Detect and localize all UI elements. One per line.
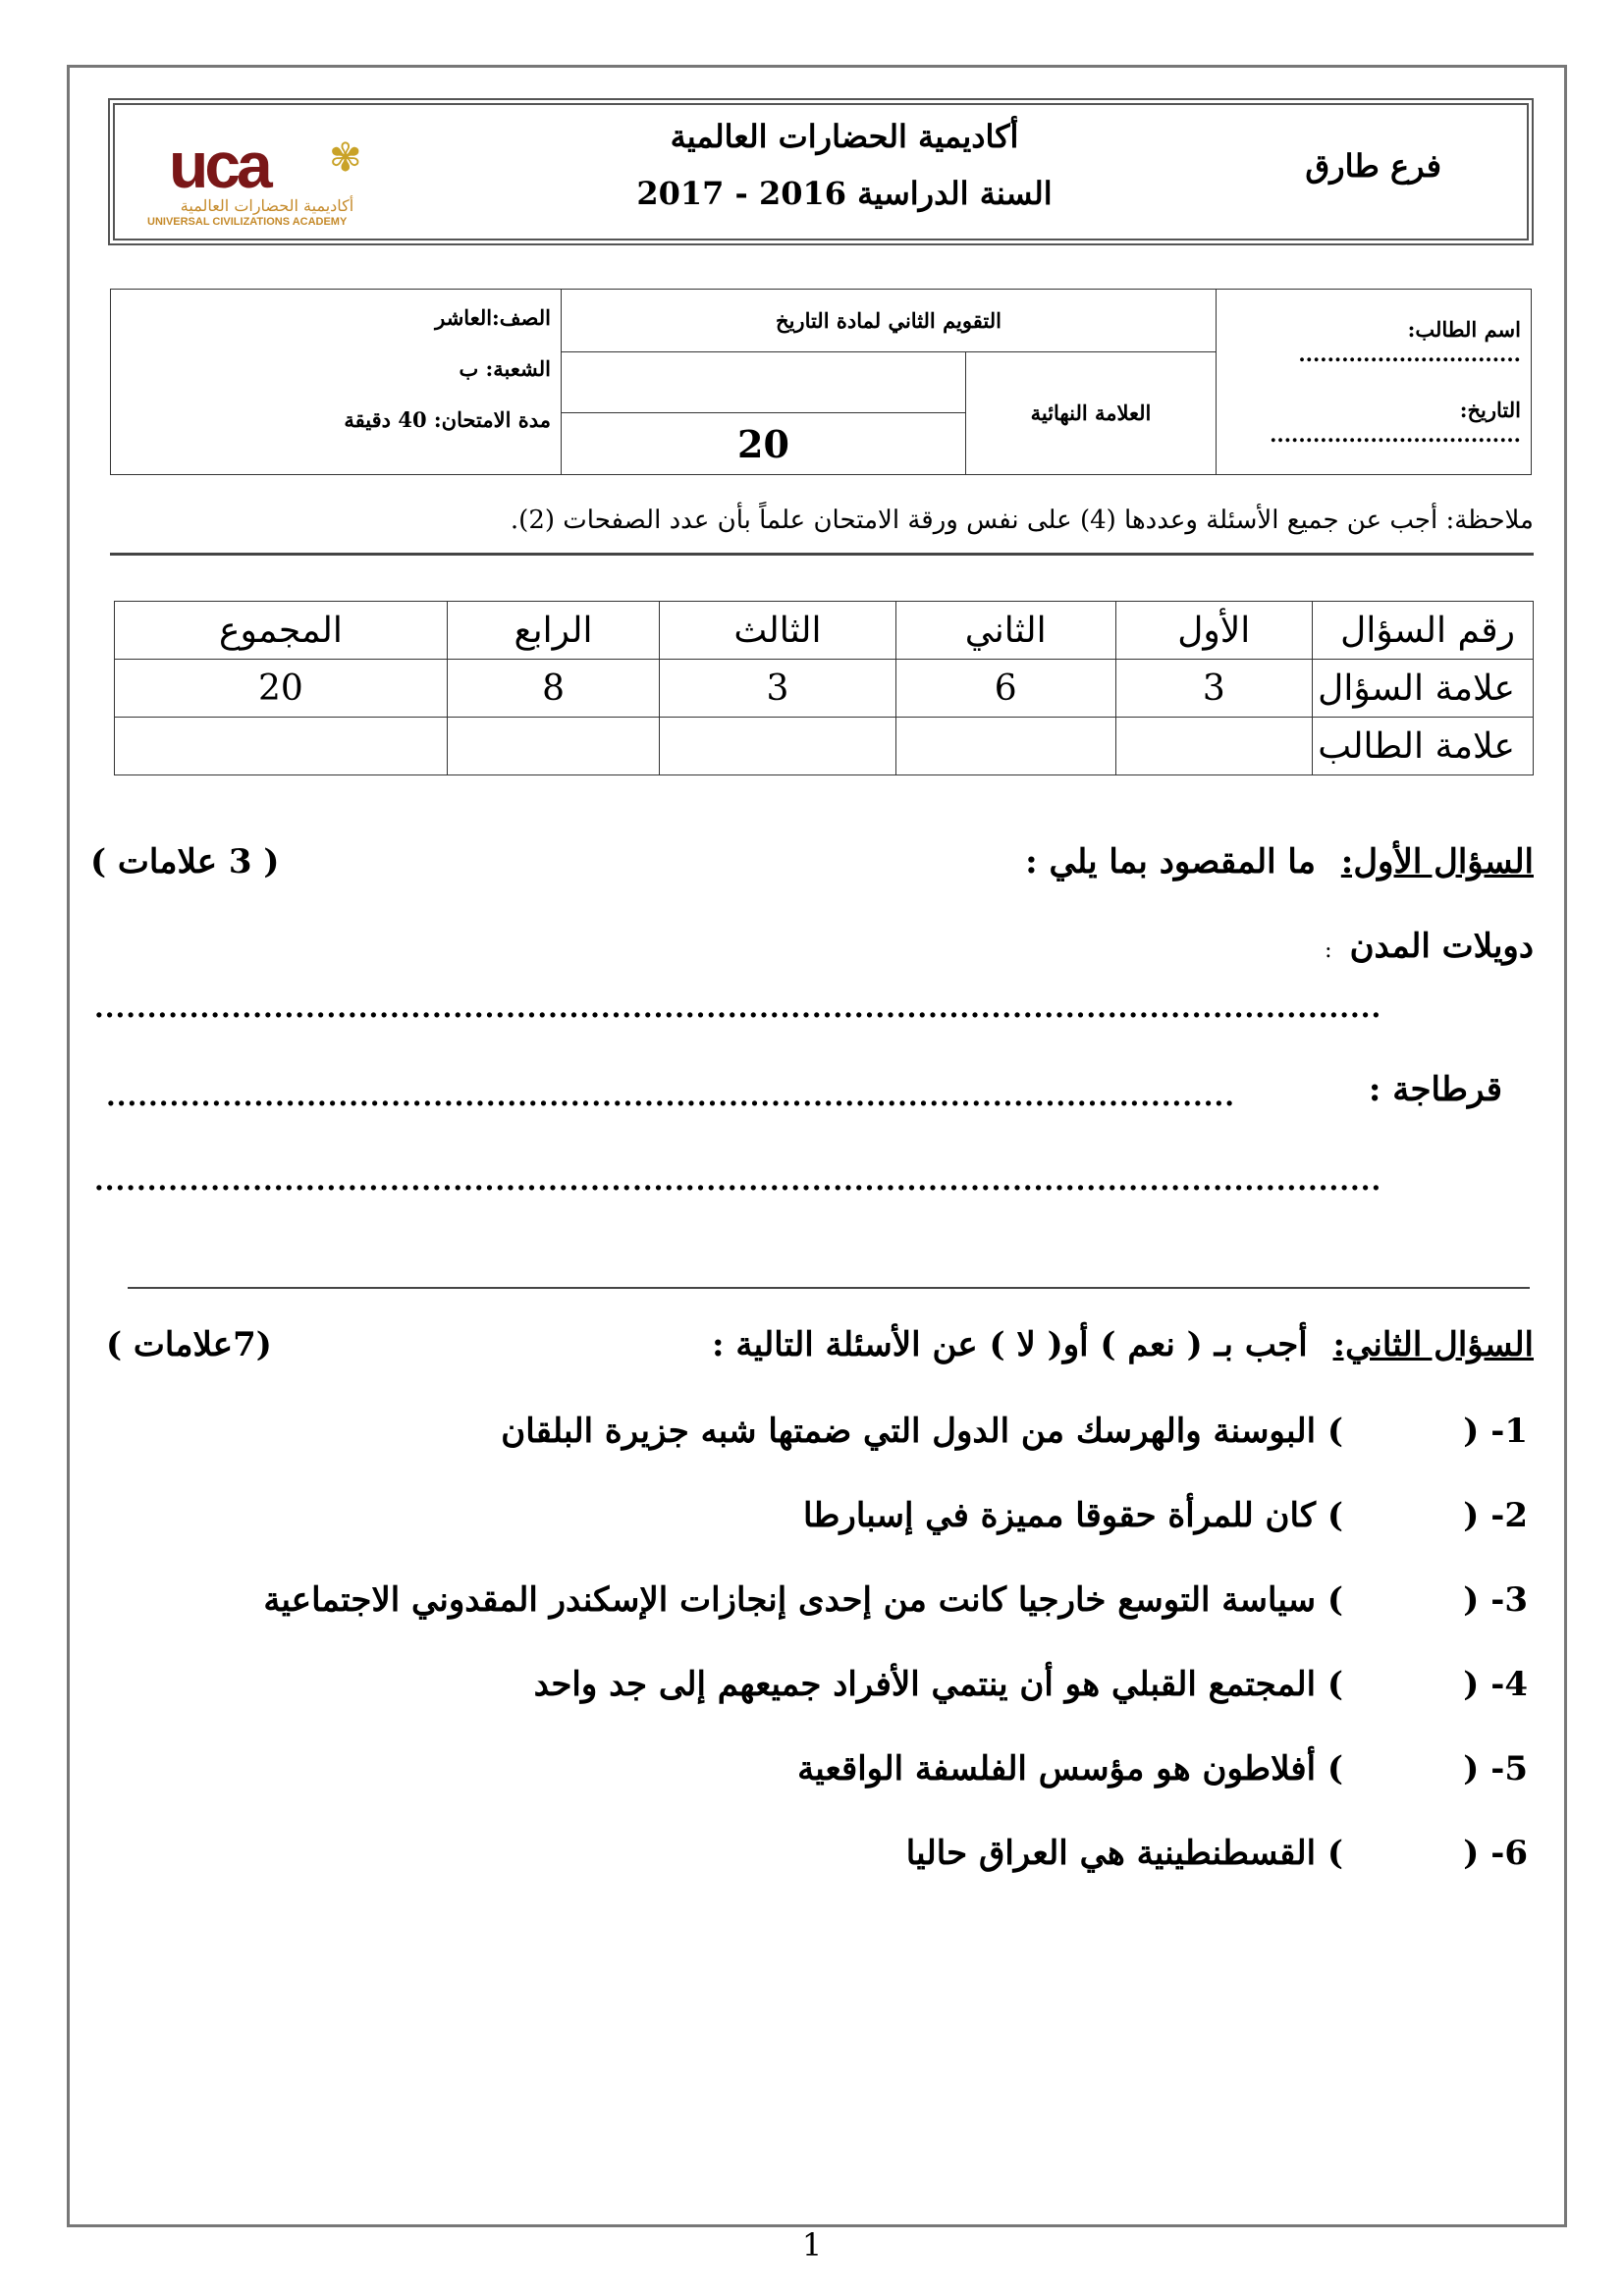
term-city-states: دويلات المدن: (1325, 927, 1534, 966)
exam-info-table (110, 289, 1532, 475)
question-mark-cell: 20 (115, 660, 448, 718)
table-row (115, 660, 1534, 718)
duration-label: مدة الامتحان: 40 دقيقة (344, 407, 551, 432)
class-info-cell (111, 290, 562, 475)
question1-heading (1025, 842, 1534, 881)
page-number: 1 (801, 2226, 823, 2264)
question-mark-cell: 8 (447, 660, 659, 718)
question-mark-cell: 6 (895, 660, 1115, 718)
table-row (115, 602, 1534, 660)
section-divider (128, 1287, 1530, 1289)
answer-line[interactable]: .......................................................................................................................... (94, 991, 1382, 1024)
list-item: 5- () أفلاطون هو مؤسس الفلسفة الواقعية (797, 1749, 1528, 1789)
question2-marks: (7علامات ) (106, 1325, 272, 1364)
branch-name: فرع طارق (1305, 147, 1441, 185)
column-header: الثاني (895, 602, 1115, 660)
column-header: الثالث (660, 602, 896, 660)
column-header: الرابع (447, 602, 659, 660)
final-mark-blank (562, 351, 966, 413)
logo-english-text: UNIVERSAL CIVILIZATIONS ACADEMY (147, 216, 348, 228)
row-label: علامة الطالب (1313, 718, 1534, 775)
academy-name: أكاديمية الحضارات العالمية (670, 118, 1019, 155)
student-mark-cell[interactable] (895, 718, 1115, 775)
list-item: 1- () البوسنة والهرسك من الدول التي ضمتها شبه جزيرة البلقان (501, 1412, 1528, 1451)
student-mark-cell[interactable] (447, 718, 659, 775)
list-item: 4- () المجتمع القبلي هو أن ينتمي الأفراد جميعهم إلى جد واحد (533, 1665, 1528, 1704)
academy-logo (147, 128, 393, 236)
section-label: الشعبة: ب (459, 356, 551, 381)
question1-title: السؤال الأول: (1340, 842, 1534, 881)
term-carthage: قرطاجة : (1368, 1070, 1502, 1109)
student-info-cell (1217, 290, 1532, 475)
list-item: 3- () سياسة التوسع خارجيا كانت من إحدى إنجازات الإسكندر المقدوني الاجتماعية (263, 1580, 1528, 1620)
logo-arabic-text: أكاديمية الحضارات العالمية (180, 196, 354, 215)
question2-text: أجب بـ ( نعم ) أو( لا ) عن الأسئلة التالية : (712, 1325, 1308, 1364)
row-label: علامة السؤال (1313, 660, 1534, 718)
student-mark-cell[interactable] (1115, 718, 1312, 775)
student-mark-cell[interactable] (115, 718, 448, 775)
question-mark-cell: 3 (660, 660, 896, 718)
answer-line[interactable]: ........................................................................................................... (106, 1080, 1236, 1112)
question2-heading (712, 1325, 1534, 1364)
date-field[interactable]: التاريخ: ................................... (1270, 398, 1521, 447)
wheat-icon: ✾ (329, 135, 362, 181)
question2-title: السؤال الثاني: (1332, 1325, 1534, 1364)
logo-mark: uca (169, 129, 269, 201)
instructions-note: ملاحظة: أجب عن جميع الأسئلة وعددها (4) على نفس ورقة الامتحان علماً بأن عدد الصفحات (2). (510, 506, 1534, 535)
question1-text: ما المقصود بما يلي : (1025, 842, 1316, 881)
student-name-field[interactable]: اسم الطالب: ............................... (1298, 317, 1521, 366)
column-header: المجموع (115, 602, 448, 660)
exam-title: التقويم الثاني لمادة التاريخ (562, 290, 1217, 352)
column-header: الأول (1115, 602, 1312, 660)
final-mark-value: 20 (562, 413, 966, 475)
list-item: 2- () كان للمرأة حقوقا مميزة في إسبارطا (803, 1496, 1528, 1535)
table-row (115, 718, 1534, 775)
answer-line[interactable]: .......................................................................................................................... (94, 1164, 1382, 1197)
final-mark-label: العلامة النهائية (966, 351, 1217, 474)
score-table (114, 601, 1534, 775)
academic-year: السنة الدراسية 2016 - 2017 (636, 175, 1053, 212)
question1-marks: ( 3 علامات ) (90, 842, 280, 881)
question-mark-cell: 3 (1115, 660, 1312, 718)
grade-label: الصف:العاشر (435, 305, 551, 330)
note-divider (110, 553, 1534, 556)
student-mark-cell[interactable] (660, 718, 896, 775)
row-label: رقم السؤال (1313, 602, 1534, 660)
list-item: 6- () القسطنطينية هي العراق حاليا (905, 1834, 1528, 1873)
